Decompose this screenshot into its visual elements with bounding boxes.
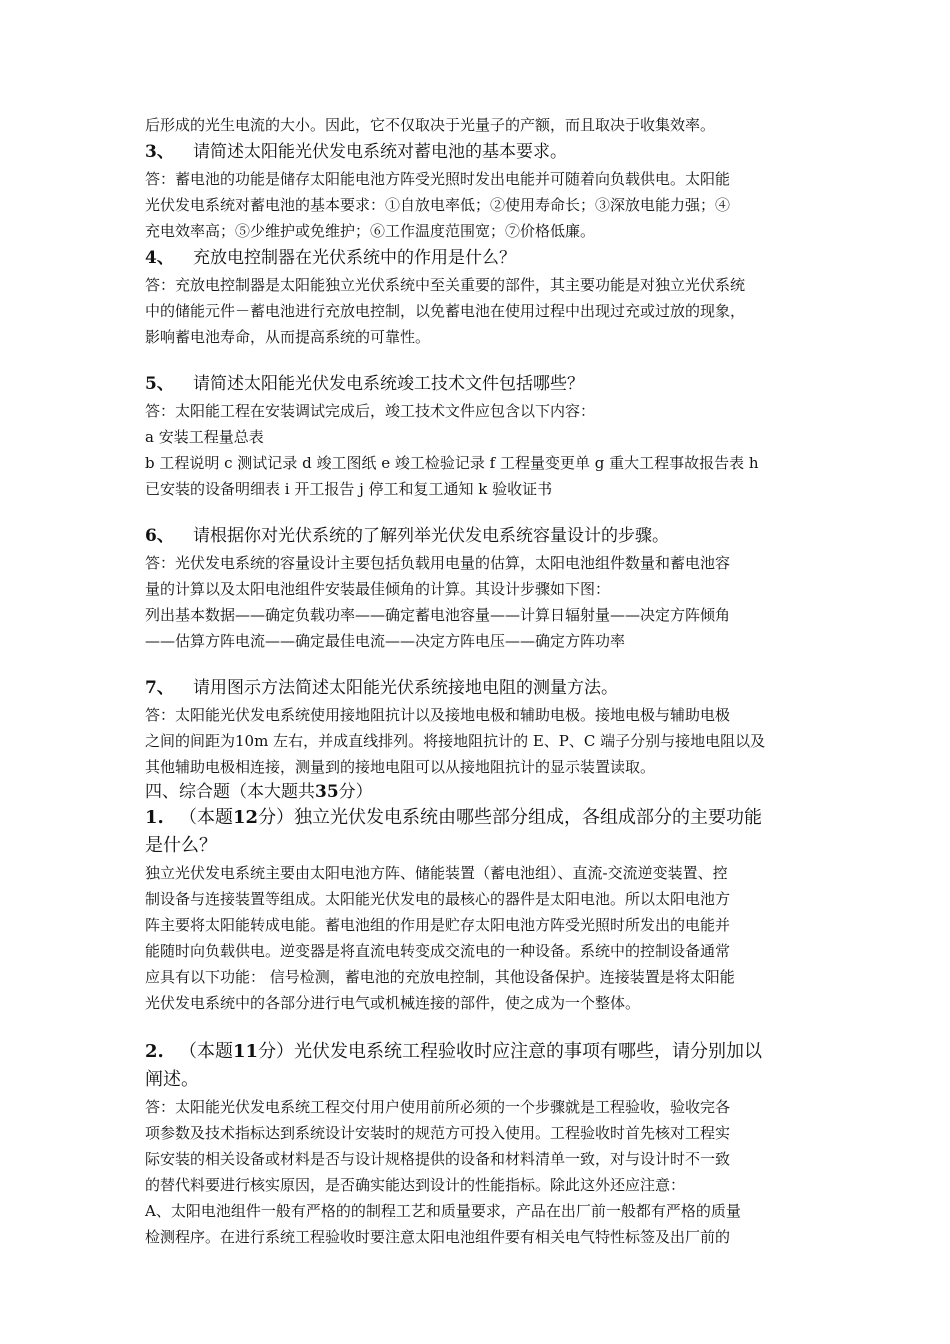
- question-number: 1.: [145, 807, 164, 828]
- question-title: 请根据你对光伏系统的了解列举光伏发电系统容量设计的步骤。: [193, 526, 669, 546]
- answer-line: 检测程序。在进行系统工程验收时要注意太阳电池组件要有相关电气特性标签及出厂前的: [145, 1228, 731, 1246]
- question-score: 12: [233, 807, 259, 828]
- answer-line: 答：太阳能光伏发电系统使用接地阻抗计以及接地电极和辅助电极。接地电极与辅助电极: [145, 706, 731, 724]
- answer-line: 阵主要将太阳能转成电能。蓄电池组的作用是贮存太阳电池方阵受光照时所发出的电能并: [145, 916, 731, 934]
- question-title: 请用图示方法简述太阳能光伏系统接地电阻的测量方法。: [193, 678, 618, 698]
- question-title: 请简述太阳能光伏发电系统对蓄电池的基本要求。: [193, 142, 567, 162]
- answer-line: 充电效率高；⑤少维护或免维护；⑥工作温度范围宽；⑦价格低廉。: [145, 222, 596, 240]
- question-3-heading: [145, 138, 815, 166]
- answer-line: a 安装工程量总表: [145, 428, 264, 446]
- answer-line: 列出基本数据——确定负载功率——确定蓄电池容量——计算日辐射量——决定方阵倾角: [145, 606, 731, 624]
- question-number: 6、: [145, 526, 174, 546]
- answer-line: 答：蓄电池的功能是储存太阳能电池方阵受光照时发出电能并可随着向负载供电。太阳能: [145, 170, 731, 188]
- question-title-continued: 是什么？: [145, 835, 217, 856]
- answer-line: 项参数及技术指标达到系统设计安装时的规范方可投入使用。工程验收时首先核对工程实: [145, 1124, 731, 1142]
- answer-line: 中的储能元件－蓄电池进行充放电控制，以免蓄电池在使用过程中出现过充或过放的现象，: [145, 302, 746, 320]
- answer-line: 之间的间距为10m 左右，并成直线排列。将接地阻抗计的 E、P、C 端子分别与接地电阻以及: [145, 732, 766, 750]
- answer-line: 答：太阳能光伏发电系统工程交付用户使用前所必须的一个步骤就是工程验收，验收完各: [145, 1098, 731, 1116]
- question-number: 2.: [145, 1041, 164, 1062]
- section-4-heading: [145, 780, 815, 804]
- question-title: 光伏发电系统工程验收时应注意的事项有哪些，请分别加以: [294, 1041, 763, 1062]
- comprehensive-1-heading: [145, 804, 815, 832]
- answer-line: 影响蓄电池寿命，从而提高系统的可靠性。: [145, 328, 431, 346]
- question-7-heading: [145, 674, 815, 702]
- question-title: 请简述太阳能光伏发电系统竣工技术文件包括哪些？: [193, 374, 584, 394]
- question-title-continued: 阐述。: [145, 1069, 199, 1090]
- question-number: 5、: [145, 374, 174, 394]
- answer-line: 独立光伏发电系统主要由太阳电池方阵、储能装置（蓄电池组）、直流-交流逆变装置、控: [145, 864, 728, 882]
- answer-line: 光伏发电系统中的各部分进行电气或机械连接的部件，使之成为一个整体。: [145, 994, 641, 1012]
- comprehensive-2-heading: [145, 1038, 815, 1066]
- answer-line: A、太阳电池组件一般有严格的的制程工艺和质量要求，产品在出厂前一般都有严格的质量: [145, 1202, 741, 1220]
- document-page: [145, 112, 815, 1250]
- question-title: 充放电控制器在光伏系统中的作用是什么？: [193, 248, 516, 268]
- question-number: 4、: [145, 248, 174, 268]
- section-score: 35: [315, 782, 339, 802]
- answer-line: 其他辅助电极相连接，测量到的接地电阻可以从接地阻抗计的显示装置读取。: [145, 758, 656, 776]
- section-suffix: 分）: [338, 782, 373, 802]
- question-number: 7、: [145, 678, 174, 698]
- answer-line: ——估算方阵电流——确定最佳电流——决定方阵电压——确定方阵功率: [145, 632, 626, 650]
- score-prefix: （本题: [179, 807, 233, 828]
- answer-line: 际安装的相关设备或材料是否与设计规格提供的设备和材料清单一致，对与设计时不一致: [145, 1150, 731, 1168]
- score-suffix: 分）: [258, 1041, 295, 1062]
- answer-line: b 工程说明 c 测试记录 d 竣工图纸 e 竣工检验记录 f 工程量变更单 g 重大工程事故报告表 h: [145, 454, 759, 472]
- answer-line: 答：太阳能工程在安装调试完成后，竣工技术文件应包含以下内容：: [145, 402, 596, 420]
- score-suffix: 分）: [258, 807, 295, 828]
- question-4-heading: [145, 244, 815, 272]
- question-number: 3、: [145, 142, 174, 162]
- question-title: 独立光伏发电系统由哪些部分组成，各组成部分的主要功能: [294, 807, 763, 828]
- question-6-heading: [145, 522, 815, 550]
- answer-line: 量的计算以及太阳电池组件安装最佳倾角的计算。其设计步骤如下图：: [145, 580, 611, 598]
- question-5-heading: [145, 370, 815, 398]
- answer-line: 能随时向负载供电。逆变器是将直流电转变成交流电的一种设备。系统中的控制设备通常: [145, 942, 731, 960]
- answer-line: 应具有以下功能： 信号检测，蓄电池的充放电控制，其他设备保护。连接装置是将太阳能: [145, 968, 735, 986]
- score-prefix: （本题: [179, 1041, 233, 1062]
- answer-line: 答：充放电控制器是太阳能独立光伏系统中至关重要的部件，其主要功能是对独立光伏系统: [145, 276, 746, 294]
- intro-line: 后形成的光生电流的大小。因此，它不仅取决于光量子的产额，而且取决于收集效率。: [145, 116, 716, 134]
- section-prefix: 四、综合题（本大题共: [145, 782, 315, 802]
- answer-line: 的替代料要进行核实原因，是否确实能达到设计的性能指标。除此这外还应注意：: [145, 1176, 686, 1194]
- answer-line: 答：光伏发电系统的容量设计主要包括负载用电量的估算，太阳电池组件数量和蓄电池容: [145, 554, 731, 572]
- answer-line: 已安装的设备明细表 i 开工报告 j 停工和复工通知 k 验收证书: [145, 480, 553, 498]
- answer-line: 光伏发电系统对蓄电池的基本要求：①自放电率低；②使用寿命长；③深放电能力强；④: [145, 196, 731, 214]
- question-score: 11: [233, 1041, 259, 1062]
- answer-line: 制设备与连接装置等组成。太阳能光伏发电的最核心的器件是太阳电池。所以太阳电池方: [145, 890, 731, 908]
